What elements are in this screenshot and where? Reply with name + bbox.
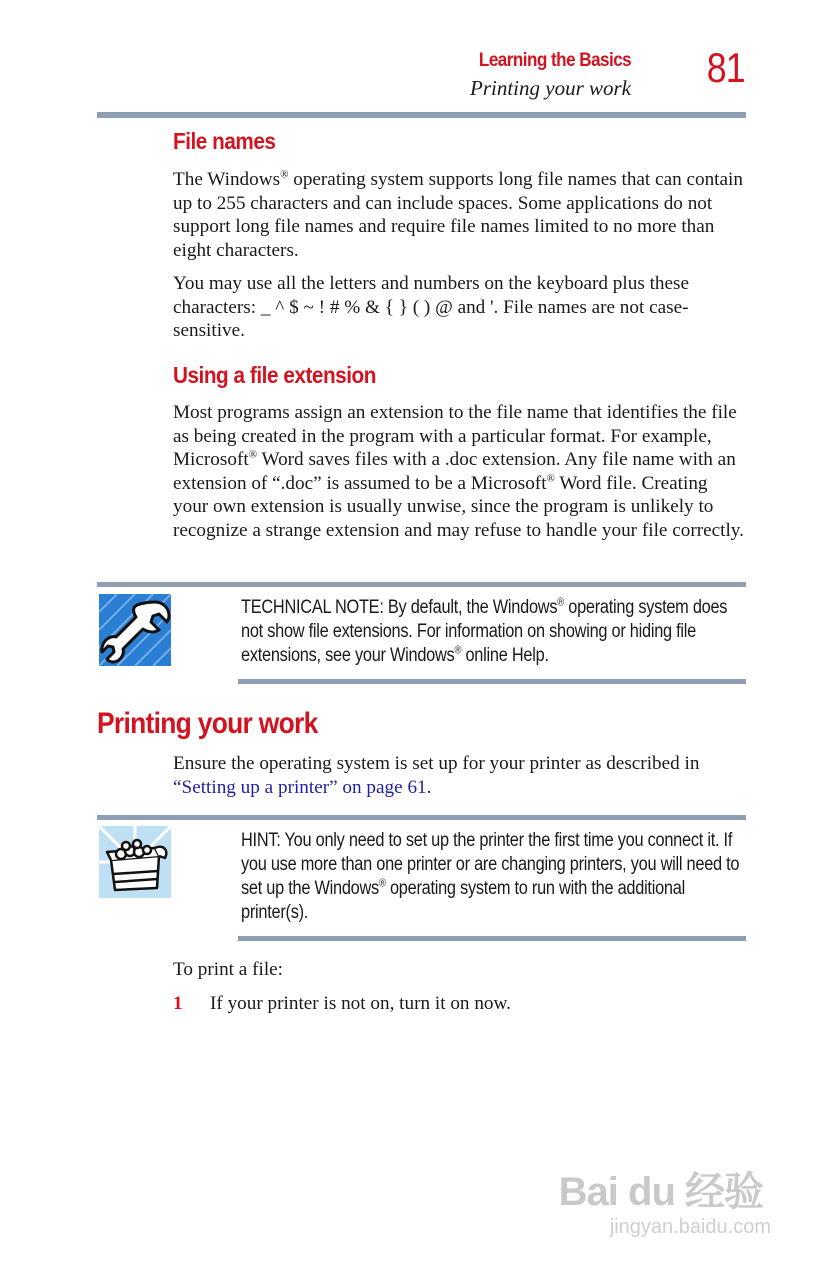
page-number: 81 [706, 44, 745, 91]
heading-file-extension: Using a file extension [173, 362, 376, 388]
chapter-title: Learning the Basics [478, 50, 631, 71]
technical-note-bottom-rule [238, 679, 746, 684]
step-text: If your printer is not on, turn it on now. [210, 993, 511, 1014]
setting-up-printer-link[interactable]: “Setting up a printer” on page 61 [173, 776, 427, 798]
hint-bottom-rule [238, 936, 746, 941]
header-rule [97, 112, 746, 118]
list-item [173, 992, 511, 1016]
file-extension-paragraph: Most programs assign an extension to the file name that identifies the file as being created in the program with a particular format. For example, Microsoft® Word saves files with a .doc extension. Any file name with an extension of “.doc” is assumed to be a Microsoft® Word file. Creating your own extension is usually unwise, since the program is unlikely to recognize a strange extension and may refuse to handle your file correctly. [173, 402, 744, 541]
file-names-paragraph-1: The Windows® operating system supports long file names that can contain up to 255 characters and can include spaces. Some applications do not support long file names and require file names limited to no more than eight characters. [173, 168, 743, 261]
heading-printing: Printing your work [97, 707, 318, 740]
printing-paragraph: Ensure the operating system is set up for your printer as described in “Setting up a printer” on page 61. [173, 753, 700, 798]
technical-note-text: TECHNICAL NOTE: By default, the Windows® operating system does not show file extensions. For information on showing or hiding file extensions, see your Windows® online Help. [241, 596, 728, 666]
treasure-chest-icon [99, 826, 171, 898]
hint-text: HINT: You only need to set up the printer the first time you connect it. If you use more than one printer or are changing printers, you will need to set up the Windows® operating system to run with the additional printer(s). [241, 830, 740, 923]
section-title: Printing your work [470, 76, 631, 100]
hint-top-rule [97, 815, 746, 820]
heading-file-names: File names [173, 128, 276, 154]
steps-intro: To print a file: [173, 959, 284, 980]
file-names-paragraph-2: You may use all the letters and numbers on the keyboard plus these characters: _ ^ $ ~ ! # % & { } ( ) @ and '. File names are not case-sensitive. [173, 273, 690, 341]
step-number: 1 [173, 993, 183, 1014]
wrench-icon [99, 594, 171, 666]
watermark-url: jingyan.baidu.com [609, 1216, 771, 1238]
technical-note-top-rule [97, 582, 746, 587]
watermark-logo: Bai du 经验 [558, 1170, 763, 1214]
